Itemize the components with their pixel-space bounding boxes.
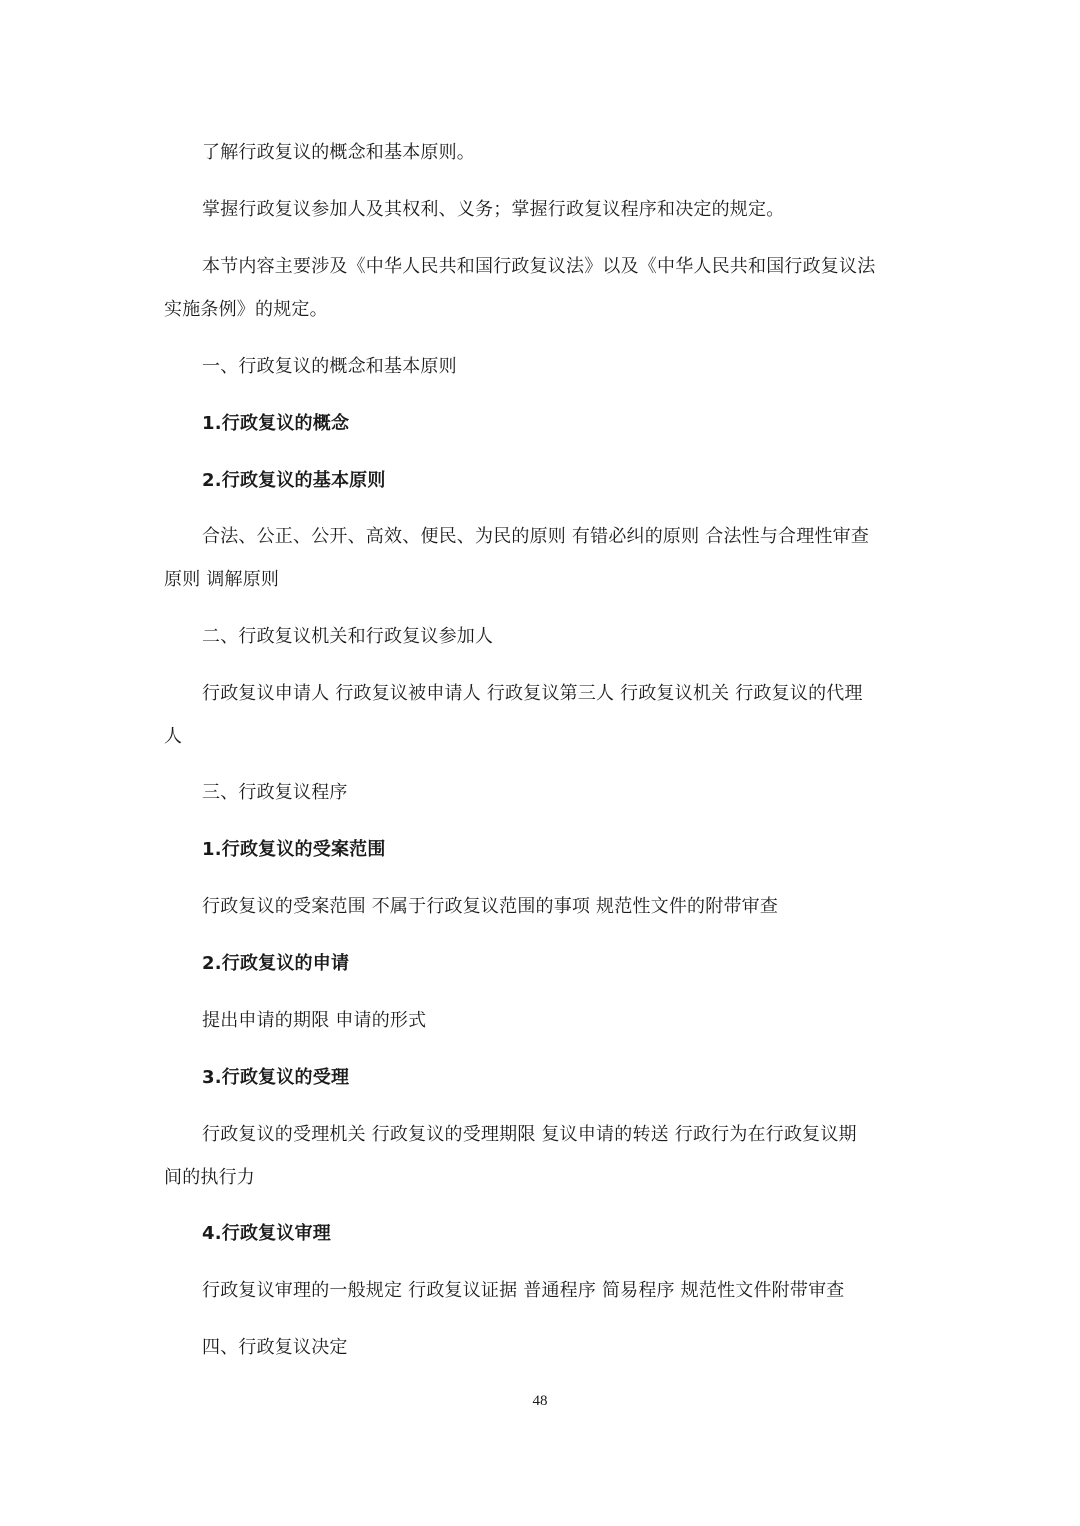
application-text: 提出申请的期限 申请的形式: [202, 1010, 427, 1031]
participants-text-line-2: 人: [164, 726, 183, 747]
acceptance-text-line-2: 间的执行力: [164, 1167, 255, 1188]
objective-master: 掌握行政复议参加人及其权利、义务；掌握行政复议程序和决定的规定。: [202, 199, 785, 220]
section-4-heading: 四、行政复议决定: [202, 1337, 348, 1358]
section-1-subheading-1: 1.行政复议的概念: [202, 413, 350, 434]
scope-paragraph-line-1: 本节内容主要涉及《中华人民共和国行政复议法》以及《中华人民共和国行政复议法: [202, 256, 876, 277]
review-text: 行政复议审理的一般规定 行政复议证据 普通程序 简易程序 规范性文件附带审查: [202, 1280, 845, 1301]
participants-text-line-1: 行政复议申请人 行政复议被申请人 行政复议第三人 行政复议机关 行政复议的代理: [202, 683, 863, 704]
scope-paragraph-line-2: 实施条例》的规定。: [164, 299, 328, 320]
principles-text-line-2: 原则 调解原则: [164, 569, 280, 590]
section-3-subheading-2: 2.行政复议的申请: [202, 953, 350, 974]
page-number: 48: [532, 1393, 548, 1409]
section-3-subheading-4: 4.行政复议审理: [202, 1223, 331, 1244]
section-2-heading: 二、行政复议机关和行政复议参加人: [202, 626, 494, 647]
objective-understand: 了解行政复议的概念和基本原则。: [202, 142, 475, 163]
section-1-heading: 一、行政复议的概念和基本原则: [202, 356, 457, 377]
acceptance-scope-text: 行政复议的受案范围 不属于行政复议范围的事项 规范性文件的附带审查: [202, 896, 779, 917]
section-3-heading: 三、行政复议程序: [202, 782, 348, 803]
principles-text-line-1: 合法、公正、公开、高效、便民、为民的原则 有错必纠的原则 合法性与合理性审查: [202, 526, 870, 547]
section-3-subheading-1: 1.行政复议的受案范围: [202, 839, 386, 860]
section-1-subheading-2: 2.行政复议的基本原则: [202, 470, 386, 491]
acceptance-text-line-1: 行政复议的受理机关 行政复议的受理期限 复议申请的转送 行政行为在行政复议期: [202, 1124, 857, 1145]
section-3-subheading-3: 3.行政复议的受理: [202, 1067, 350, 1088]
